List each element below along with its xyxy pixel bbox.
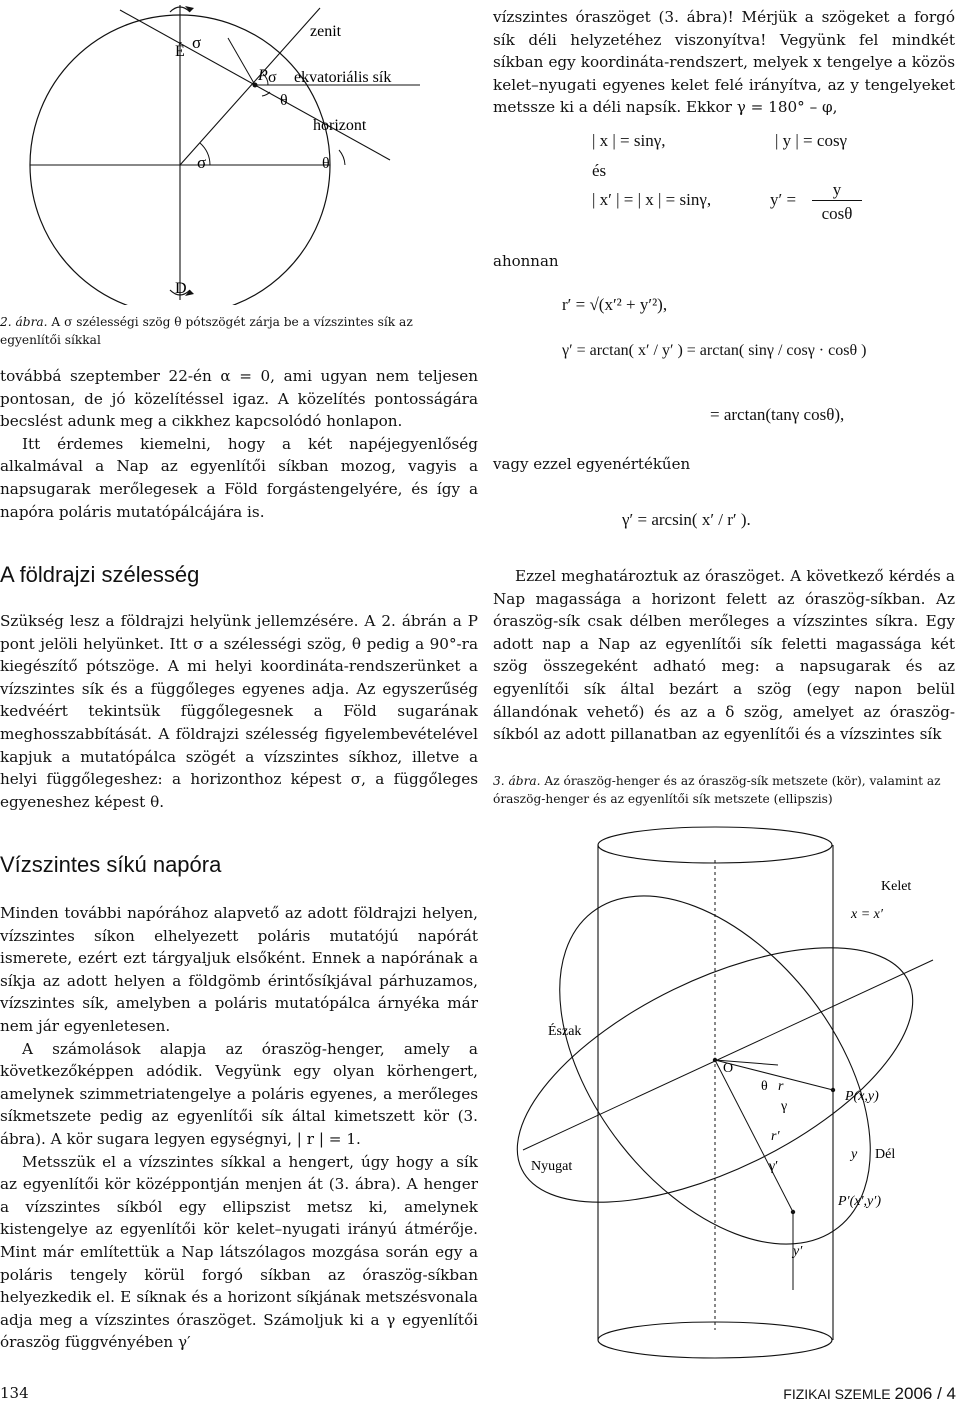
paragraph: Itt érdemes kiemelni, hogy a két napéjegyenlőség alkalmával a Nap az egyenlítői síkban mozog, vagyis a napsugarak merőlegesek a Föld forgástengelyére, és így a napóra poláris mutatópálcájára is. [0,434,478,521]
equation-2-left: | x′ | = | x | = sinγ, [592,190,712,209]
equation-1-left: | x | = sinγ, [592,131,666,150]
equation-2-denominator: cosθ [821,204,853,223]
figure-3-caption [493,772,955,808]
cylinder-bottom-ellipse [598,1322,832,1358]
equation-5: = arctan(tanγ cosθ), [710,405,845,424]
equation-6: γ′ = arcsin( x′ / r′ ). [622,510,751,529]
paragraph: továbbá szeptember 22-én α = 0, ami ugyan nem teljesen pontosan, de jó közelítéssel igaz. A közelítés pontosságára becslést adunk meg a cikkhez kapcsolódó honlapon. [0,367,478,431]
cylinder-top-ellipse [598,827,832,863]
label-nyugat: Nyugat [531,1159,573,1174]
journal-footer [783,1384,956,1404]
journal-name: FIZIKAI SZEMLE [783,1386,891,1402]
label-pxy: P(x,y) [845,1089,879,1104]
figure-2-caption [0,313,470,349]
left-text-block-1 [0,365,478,523]
label-theta-bottom: θ [322,155,330,172]
heading-vizszintes-napora: Vízszintes síkú napóra [0,852,222,877]
caption-number: 2. ábra. [0,315,48,329]
label-kelet: Kelet [881,879,912,894]
caption-text: Az óraszög-henger és az óraszög-sík metszete (kör), valamint az óraszög-henger és az egyenlítői sík metszete (ellipszis) [493,774,941,806]
left-text-block-3 [0,902,478,1354]
paragraph: vízszintes óraszöget (3. ábra)! Mérjük a szögeket a forgó sík déli helyzetéhez viszonyítva! Vegyünk fel mindkét síkban egy koordináta-rendszert, melyek x tengelye a közös kelet–nyugati egyenes kelet felé irányítva, az y tengelyeket metssze ki a déli napsík. Ekkor γ = 180° – φ, [493,8,955,117]
paragraph: A számolások alapja az óraszög-henger, amely a következőképpen adódik. Vegyünk egy olyan körhengert, amelynek szimmetriatengelye a poláris egyenes, a merőleges síkmetszete pedig az egyenlítői sík által kimetszett kör (3. ábra). A kör sugara legyen egységnyi, | r | = 1. [0,1039,478,1148]
equation-1-right: | y | = cosγ [775,131,848,150]
word-es: és [592,161,607,180]
label-p-prime: P′(x′,y′) [838,1194,881,1209]
label-origin: O [723,1061,734,1076]
label-point-p: P [258,67,268,84]
label-eszak: Észak [548,1024,582,1039]
equation-2-numerator: y [812,180,862,201]
text-vagy: vagy ezzel egyenértékűen [493,455,691,473]
label-theta: θ [761,1079,768,1094]
origin-dot [713,1058,717,1062]
equation-2-mid: y′ = [770,190,797,209]
figure-3 [493,820,960,1375]
point-p-dot [253,83,258,88]
label-sigma-top: σ [192,33,202,52]
caption-number: 3. ábra. [493,774,541,788]
east-west-line [523,960,933,1150]
horizontal-ellipse [493,895,950,1254]
label-south: D [175,280,187,297]
label-sigma-bottom: σ [197,153,207,172]
theta-arc-p [262,92,270,96]
heading-foldrajzi-szelesseg: A földrajzi szélesség [0,562,200,587]
paragraph: Minden további napórához alapvető az adott földrajzi helyen, vízszintes síkon elhelyezett poláris mutatójú napórát ismerete, ezért ezt tárgyaljuk elsőként. Ennek a napórának a síkja az adott helyen a földgömb érintősíkjával párhuzamos, vízszintes sík, amelyben a poláris mutatópálca árnyéka már nem jár egyenletesen. [0,904,478,1035]
paragraph: Szükség lesz a földrajzi helyünk jellemzésére. A 2. ábrán a P pont jelöli helyünket. Itt σ a szélességi szög, θ pedig a 90°-ra kiegészítő pótszöge. A mi helyi koordináta-rendszerünket a vízszintes sík és a függőleges egyenes adja. Az egyszerűség kedvéért tekintsük függőlegesnek a Föld sugarának meghosszabbítását. A földrajzi szélesség figyelembevételével kapjuk a mutatópálca szögét a vízszintes síkhoz, illetve a helyi függőlegeshez: a horizonthoz képest σ, a függőleges egyeneshez képest θ. [0,612,478,811]
label-zenit: zenit [310,23,342,40]
label-north: É [175,43,185,60]
equation-3: r′ = √(x′² + y′²), [562,295,668,314]
label-gamma: γ [781,1099,788,1114]
figure-2 [0,0,478,305]
radius-zenith-line [180,8,320,165]
word-ahonnan: ahonnan [493,252,559,270]
p-prime-dot [791,1210,795,1214]
label-theta-p: θ [280,92,288,109]
journal-issue: 2006 / 4 [894,1384,956,1403]
label-r-prime: r′ [771,1129,780,1144]
label-r: r [778,1079,784,1094]
theta-arc-bottom [339,150,345,165]
label-x-eq: x = x′ [851,907,883,922]
label-ekvatorialis: ekvatoriális sík [294,69,392,86]
right-text-block-1 [493,6,955,119]
label-y: y [851,1147,858,1162]
label-horizont: horizont [313,117,367,134]
label-y-prime: y′ [793,1244,803,1259]
paragraph: Metsszük el a vízszintes síkkal a hengert, úgy hogy a sík az egyenlítői kör középpontján menjen át (3. ábra). A henger a vízszintes síkból egy ellipszist metsz ki, amelynek kistengelye az egyenlítői kör kelet–nyugati irányú átmérője. Mint már említettük a Nap látszólagos mozgása során egy a poláris tengely körül forgó síkban az óraszög-síkban helyezkedik el. E síknak és a horizont síkjának metszésvonala adja meg a vízszintes óraszöget. Számoljuk ki a γ egyenlítői óraszög függvényében γ′ [0,1152,478,1352]
caption-text: A σ szélességi szög θ pótszögét zárja be a vízszintes sík az egyenlítői síkkal [0,315,413,347]
paragraph: Ezzel meghatároztuk az óraszöget. A következő kérdés a Nap magassága a horizont felett az óraszög-síkban. Az óraszög-sík csak délben merőleges a vízszintes síkra. Egy adott nap a Nap az egyenlítői sík feletti magassága két szög összegeként adható meg: a napsugarak és az egyenlítői sík által bezárt a szög (egy napon belül állandónak vehető) és az a δ szög, amelyet az óraszög-síkból az adott pillanatban az egyenlítői és a vízszintes sík [493,567,955,744]
page-number: 134 [0,1384,29,1402]
label-gamma-prime: γ′ [769,1159,779,1174]
equation-4: γ′ = arctan( x′ / y′ ) = arctan( sinγ / cosγ · cosθ ) [562,342,867,359]
left-text-block-2 [0,610,478,813]
right-text-block-2 [493,565,955,746]
label-sigma-p: σ [268,69,277,86]
label-del: Dél [875,1147,896,1162]
p-dot [831,1088,835,1092]
